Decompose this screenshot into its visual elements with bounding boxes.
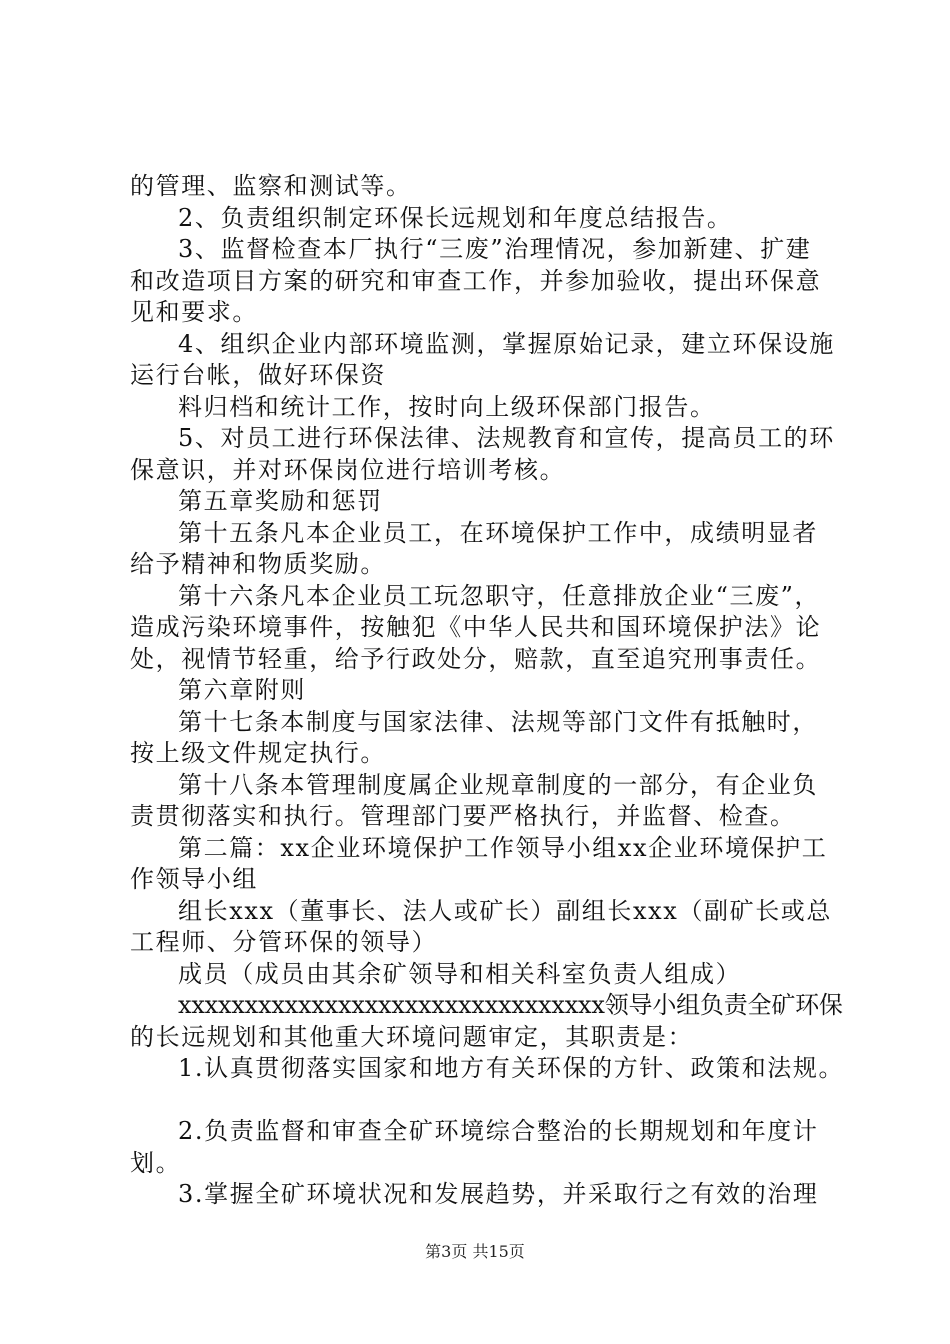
- text-line: 第五章奖励和惩罚: [178, 487, 383, 515]
- text-line: 工程师、分管环保的领导）: [130, 928, 438, 956]
- text-line: 第十八条本管理制度属企业规章制度的一部分，有企业负: [178, 770, 818, 799]
- text-line: 见和要求。: [130, 298, 258, 326]
- text-line: 给予精神和物质奖励。: [130, 550, 386, 578]
- text-line: 1.认真贯彻落实国家和地方有关环保的方针、政策和法规。: [178, 1054, 845, 1082]
- text-line: 第六章附则: [178, 676, 306, 704]
- text-line: 5、对员工进行环保法律、法规教育和宣传，提高员工的环: [178, 424, 835, 452]
- text-line: 第二篇：xx企业环境保护工作领导小组xx企业环境保护工: [178, 833, 828, 862]
- text-line: 造成污染环境事件，按触犯《中华人民共和国环境保护法》论: [130, 613, 822, 641]
- text-line: 的管理、监察和测试等。: [130, 172, 412, 200]
- text-line: 作领导小组: [130, 865, 258, 893]
- text-line: 成员（成员由其余矿领导和相关科室负责人组成）: [178, 959, 742, 988]
- text-line: 责贯彻落实和执行。管理部门要严格执行，并监督、检查。: [130, 802, 796, 830]
- text-line: 保意识，并对环保岗位进行培训考核。: [130, 455, 566, 484]
- text-line: 按上级文件规定执行。: [130, 739, 386, 767]
- text-line: 第十五条凡本企业员工，在环境保护工作中，成绩明显者: [178, 518, 818, 547]
- text-line: 划。: [130, 1148, 182, 1177]
- text-line: 的长远规划和其他重大环境问题审定，其职责是：: [130, 1022, 694, 1051]
- text-line: 第十七条本制度与国家法律、法规等部门文件有抵触时，: [178, 707, 818, 736]
- text-line: 第十六条凡本企业员工玩忽职守，任意排放企业“三废”，: [178, 581, 821, 610]
- text-line: 2、负责组织制定环保长远规划和年度总结报告。: [178, 203, 733, 232]
- page-footer: 第3页 共15页: [425, 1242, 525, 1261]
- paragraph-gap: [130, 1085, 850, 1117]
- text-line: 3、监督检查本厂执行“三废”治理情况，参加新建、扩建: [178, 235, 812, 263]
- document-body: [130, 171, 850, 1211]
- text-line: 2.负责监督和审查全矿环境综合整治的长期规划和年度计: [178, 1117, 819, 1145]
- text-line: xxxxxxxxxxxxxxxxxxxxxxxxxxxxxxxx领导小组负责全矿环保: [178, 991, 843, 1019]
- text-line: 4、组织企业内部环境监测，掌握原始记录，建立环保设施: [178, 329, 835, 358]
- text-line: 和改造项目方案的研究和审查工作，并参加验收，提出环保意: [130, 266, 822, 295]
- text-line: 处，视情节轻重，给予行政处分，赔款，直至追究刑事责任。: [130, 644, 822, 673]
- text-line: 组长xxx（董事长、法人或矿长）副组长xxx（副矿长或总: [178, 896, 833, 925]
- text-line: 料归档和统计工作，按时向上级环保部门报告。: [178, 392, 716, 421]
- text-line: 运行台帐，做好环保资: [130, 361, 386, 389]
- text-line: 3.掌握全矿环境状况和发展趋势，并采取行之有效的治理: [178, 1180, 819, 1208]
